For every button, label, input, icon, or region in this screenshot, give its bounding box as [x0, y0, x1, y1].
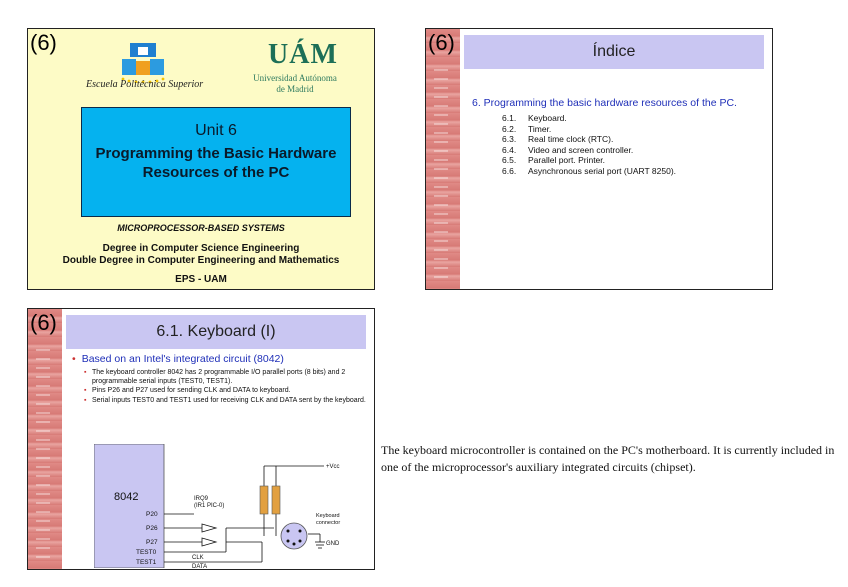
- pin-label-p26: P26: [146, 525, 158, 532]
- item-number: 6.3.: [502, 134, 517, 144]
- pin-label-test1: TEST1: [136, 559, 157, 566]
- resistor-data-icon: [272, 486, 280, 514]
- unit-label: Unit 6: [195, 122, 237, 139]
- uam-logo: UÁM: [268, 39, 338, 70]
- list-item: [502, 113, 676, 124]
- list-item: [502, 124, 676, 135]
- main-bullet: • Based on an Intel's integrated circuit (8042): [72, 353, 284, 365]
- pin-label-p20: P20: [146, 511, 158, 518]
- slide-number-badge: (6): [428, 30, 455, 55]
- keyboard-circuit-diagram: [94, 444, 354, 568]
- slide-heading: Índice: [464, 35, 764, 69]
- course-name: MICROPROCESSOR-BASED SYSTEMS: [117, 223, 285, 233]
- item-text: Asynchronous serial port (UART 8250).: [528, 165, 677, 176]
- item-text: Real time clock (RTC).: [528, 134, 614, 144]
- item-text: Video and screen controller.: [528, 144, 634, 155]
- list-item: ▪ The keyboard controller 8042 has 2 programmable I/O parallel ports (8 bits) and 2 programmable serial inputs (TEST0, TEST1).: [84, 369, 370, 386]
- clk-label: CLK: [192, 555, 204, 561]
- title-slide: [27, 28, 375, 290]
- connector-label-line1: Keyboard: [316, 513, 340, 519]
- irq-sub-label: (IR1 PIC-0): [194, 503, 225, 509]
- school-name: Escuela Politécnica Superior: [86, 79, 204, 90]
- unit-title-line2: Resources of the PC: [142, 164, 290, 181]
- institution-label: EPS - UAM: [175, 274, 227, 285]
- unit-title: [82, 144, 350, 182]
- irq-label: IRQ9: [194, 496, 209, 502]
- slide-caption: The keyboard microcontroller is contained on the PC's motherboard. It is currently included in one of the microprocessor's auxiliary integrated circuits (chipset).: [381, 443, 835, 474]
- slide-number-badge: (6): [30, 30, 57, 55]
- list-item: [502, 134, 676, 145]
- connector-label-line2: connector: [316, 520, 341, 526]
- gnd-label: GND: [326, 541, 340, 547]
- sub-bullet-list: [84, 369, 370, 406]
- university-name-line1: Universidad Autónoma: [253, 73, 337, 83]
- buffer-p27-icon: [202, 538, 216, 546]
- item-number: 6.6.: [502, 165, 517, 176]
- vcc-label: +Vcc: [326, 464, 340, 470]
- pin-label-p27: P27: [146, 539, 158, 546]
- list-item: [502, 155, 676, 166]
- chip-label: 8042: [114, 491, 139, 503]
- resistor-clk-icon: [260, 486, 268, 514]
- item-text: Timer.: [528, 123, 552, 134]
- list-item: ▪ Pins P26 and P27 used for sending CLK and DATA to keyboard.: [84, 387, 370, 396]
- item-text: Keyboard.: [528, 113, 567, 123]
- title-box: [81, 107, 351, 217]
- item-text: Parallel port. Printer.: [528, 155, 606, 165]
- university-name-line2: de Madrid: [276, 84, 314, 94]
- unit-title-line1: Programming the Basic Hardware: [95, 145, 337, 162]
- university-name: [240, 73, 350, 95]
- degree-info: [28, 243, 374, 267]
- item-number: 6.4.: [502, 144, 517, 155]
- decorative-strip: [426, 29, 460, 289]
- decorative-strip: [28, 309, 62, 569]
- item-number: 6.2.: [502, 123, 517, 134]
- pin-label-test0: TEST0: [136, 549, 157, 556]
- slide-number-badge: (6): [30, 310, 57, 335]
- degree-line2: Double Degree in Computer Engineering and Mathematics: [62, 255, 340, 266]
- eps-logo-icon: [120, 41, 166, 83]
- item-number: 6.5.: [502, 155, 517, 165]
- degree-line1: Degree in Computer Science Engineering: [102, 243, 300, 254]
- buffer-p26-icon: [202, 524, 216, 532]
- index-list: [502, 113, 676, 176]
- keyboard-slide: [27, 308, 375, 570]
- index-main-item: 6. Programming the basic hardware resources of the PC.: [472, 97, 737, 109]
- list-item: [502, 166, 676, 177]
- list-item: ▪ Serial inputs TEST0 and TEST1 used for receiving CLK and DATA sent by the keyboard.: [84, 397, 370, 406]
- slide-heading: 6.1. Keyboard (I): [66, 315, 366, 349]
- item-number: 6.1.: [502, 113, 517, 123]
- data-label: DATA: [192, 564, 208, 568]
- list-item: [502, 145, 676, 156]
- index-slide: [425, 28, 773, 290]
